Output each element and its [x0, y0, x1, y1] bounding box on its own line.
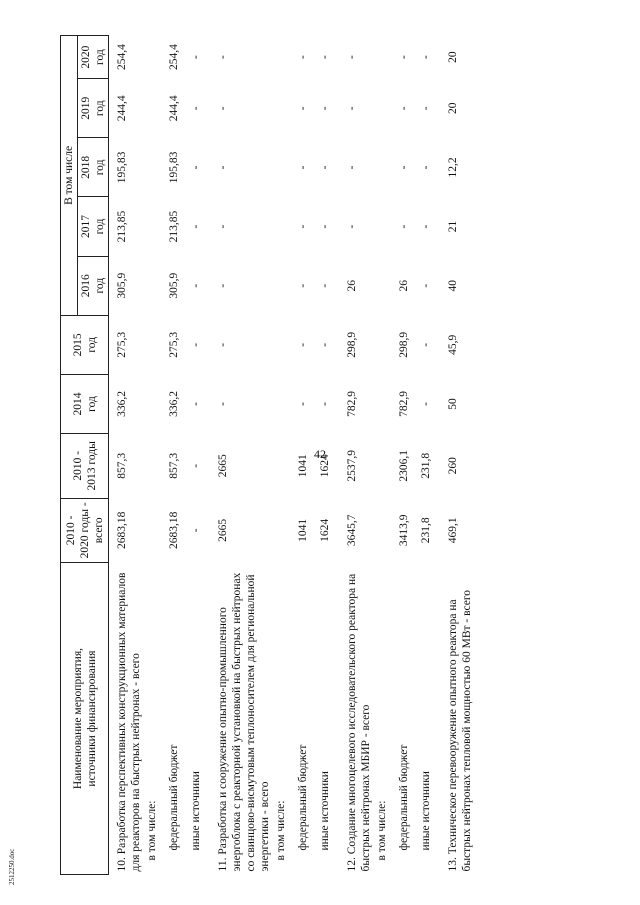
cell-value — [273, 434, 295, 499]
cell-value: 231,8 — [420, 452, 433, 479]
cell-value: 2665 — [217, 454, 230, 478]
table-row — [317, 36, 339, 875]
row-label: в том числе: — [376, 800, 389, 861]
col-header-total: 2010 - 2020 годы - всего — [61, 498, 109, 563]
cell-value: - — [398, 165, 411, 170]
cell-value — [144, 79, 166, 138]
cell-value: 305,9 — [168, 272, 181, 299]
cell-value: 782,9 — [346, 391, 359, 417]
cell-value: - — [190, 55, 203, 60]
table-row — [396, 36, 418, 875]
cell-value: - — [190, 106, 203, 111]
cell-value: - — [398, 55, 411, 60]
cell-value: 213,85 — [116, 210, 129, 243]
cell-value: 45,9 — [447, 334, 460, 355]
cell-value: 1041 — [297, 454, 310, 478]
cell-value: - — [346, 165, 359, 170]
cell-value — [273, 79, 295, 138]
cell-value — [144, 256, 166, 315]
cell-value: - — [190, 402, 203, 406]
cell-value — [374, 498, 396, 563]
cell-value — [273, 256, 295, 315]
cell-value: - — [190, 283, 203, 288]
cell-value: 20 — [447, 102, 460, 115]
cell-value: - — [346, 224, 359, 229]
cell-value — [144, 315, 166, 374]
cell-value: 298,9 — [346, 331, 359, 358]
cell-value: - — [319, 283, 332, 288]
row-label: в том числе: — [146, 800, 159, 861]
row-label: федеральный бюджет — [168, 744, 181, 851]
col-header-2020: 2020 год — [78, 36, 109, 79]
cell-value: - — [319, 106, 332, 111]
row-label: иные источники — [319, 771, 332, 851]
cell-value: 195,83 — [168, 151, 181, 184]
table-row — [418, 36, 440, 875]
cell-value — [144, 36, 166, 79]
cell-value: - — [217, 106, 230, 111]
cell-value — [273, 197, 295, 256]
cell-value — [144, 434, 166, 499]
cell-value: - — [319, 224, 332, 229]
cell-value: 254,4 — [168, 44, 181, 71]
cell-value: 305,9 — [116, 272, 129, 299]
cell-value: - — [297, 55, 310, 60]
cell-value: - — [319, 165, 332, 170]
table-row — [144, 36, 166, 875]
cell-value: - — [217, 224, 230, 229]
row-label: иные источники — [190, 771, 203, 851]
cell-value: - — [297, 106, 310, 111]
row-label: 11. Разработка и сооружение опытно-промышленного энергоблока с реакторной установкой на быстрых нейтронах со свинцово-висмутовым теплоносителем для региональной энергетики - всего — [217, 572, 272, 872]
cell-value: 1624 — [319, 518, 332, 542]
cell-value: 1624 — [319, 454, 332, 478]
col-header-incl: В том числе — [61, 36, 78, 316]
cell-value: - — [297, 224, 310, 229]
cell-value — [374, 374, 396, 433]
cell-value: - — [217, 402, 230, 406]
col-header-2019: 2019 год — [78, 79, 109, 138]
cell-value: - — [420, 342, 433, 347]
cell-value: - — [420, 283, 433, 288]
cell-value: 231,8 — [420, 517, 433, 544]
cell-value: 244,4 — [116, 95, 129, 122]
table-row — [440, 36, 475, 875]
cell-value: - — [420, 402, 433, 406]
cell-value — [374, 197, 396, 256]
cell-value: 275,3 — [168, 331, 181, 358]
cell-value: - — [297, 165, 310, 170]
cell-value: 20 — [447, 51, 460, 63]
cell-value: 2306,1 — [398, 449, 411, 482]
cell-value — [144, 138, 166, 197]
cell-value — [273, 374, 295, 433]
cell-value: 336,2 — [116, 391, 129, 417]
cell-value — [273, 315, 295, 374]
cell-value — [144, 374, 166, 433]
cell-value: - — [297, 283, 310, 288]
cell-value: 782,9 — [398, 391, 411, 417]
cell-value: - — [217, 342, 230, 347]
table-row — [295, 36, 317, 875]
table-row — [374, 36, 396, 875]
col-header-name: Наименование мероприятия, источники финансирования — [61, 563, 109, 875]
table-header — [61, 36, 109, 875]
cell-value: - — [217, 55, 230, 60]
cell-value: 336,2 — [168, 391, 181, 417]
cell-value: - — [217, 165, 230, 170]
cell-value: - — [398, 224, 411, 229]
page-number: 42 — [314, 447, 326, 461]
cell-value — [144, 498, 166, 563]
row-label: 13. Техническое перевооружение опытного реактора на быстрых нейтронах тепловой мощностью 60 МВт - всего — [447, 590, 474, 872]
cell-value: - — [420, 55, 433, 60]
cell-value — [374, 315, 396, 374]
cell-value: 195,83 — [116, 151, 129, 184]
cell-value: 2665 — [217, 518, 230, 542]
row-label: 12. Создание многоцелевого исследовательского реактора на быстрых нейтронах МБИР - всего — [346, 573, 373, 872]
cell-value: 2683,18 — [116, 511, 129, 550]
footer-filename: 2512250.doc — [8, 848, 16, 885]
cell-value — [374, 138, 396, 197]
cell-value: - — [346, 106, 359, 111]
cell-value: 275,3 — [116, 331, 129, 358]
cell-value: - — [398, 106, 411, 111]
cell-value: - — [190, 224, 203, 229]
table-row — [109, 36, 145, 875]
cell-value — [374, 79, 396, 138]
cell-value: 2683,18 — [168, 511, 181, 550]
row-label: иные источники — [420, 771, 433, 851]
col-header-2016: 2016 год — [78, 256, 109, 315]
cell-value: 26 — [346, 279, 359, 292]
cell-value: - — [190, 528, 203, 533]
funding-table — [60, 35, 475, 875]
cell-value: 244,4 — [168, 95, 181, 122]
col-header-2015: 2015 год — [61, 315, 109, 374]
cell-value: - — [346, 55, 359, 60]
cell-value — [374, 36, 396, 79]
table-row — [339, 36, 374, 875]
row-label: в том числе: — [275, 800, 288, 861]
col-header-2017: 2017 год — [78, 197, 109, 256]
cell-value: 12,2 — [447, 157, 460, 178]
cell-value — [144, 197, 166, 256]
cell-value: - — [190, 463, 203, 468]
cell-value: 3645,7 — [346, 514, 359, 547]
table-row — [188, 36, 210, 875]
rotated-table-container — [60, 35, 580, 875]
col-header-2014: 2014 год — [61, 374, 109, 433]
cell-value: 469,1 — [447, 517, 460, 544]
cell-value — [273, 138, 295, 197]
col-header-2018: 2018 год — [78, 138, 109, 197]
row-label: федеральный бюджет — [398, 744, 411, 851]
cell-value: - — [319, 342, 332, 347]
cell-value: - — [319, 55, 332, 60]
table-body — [109, 36, 476, 875]
cell-value: - — [297, 342, 310, 347]
row-label: 10. Разработка перспективных конструкционных материалов для реакторов на быстрых нейтронах - всего — [116, 572, 143, 872]
cell-value: 3413,9 — [398, 514, 411, 547]
cell-value: 1041 — [297, 518, 310, 542]
cell-value: - — [190, 165, 203, 170]
cell-value — [273, 498, 295, 563]
cell-value: 857,3 — [168, 452, 181, 479]
cell-value — [374, 256, 396, 315]
cell-value: - — [297, 402, 310, 406]
cell-value: 21 — [447, 220, 460, 233]
cell-value: 254,4 — [116, 44, 129, 71]
cell-value: 2537,9 — [346, 449, 359, 482]
cell-value — [273, 36, 295, 79]
table-row — [210, 36, 273, 875]
cell-value: 260 — [447, 457, 460, 475]
cell-value: 26 — [398, 279, 411, 292]
cell-value: - — [319, 402, 332, 406]
cell-value: 298,9 — [398, 331, 411, 358]
cell-value — [374, 434, 396, 499]
cell-value: - — [420, 106, 433, 111]
cell-value: - — [217, 283, 230, 288]
cell-value: - — [190, 342, 203, 347]
table-row — [166, 36, 188, 875]
col-header-2010-2013: 2010 - 2013 годы — [61, 434, 109, 499]
cell-value: 40 — [447, 279, 460, 292]
cell-value: - — [420, 165, 433, 170]
cell-value: 857,3 — [116, 452, 129, 479]
cell-value: 50 — [447, 398, 460, 410]
table-row — [273, 36, 295, 875]
cell-value: 213,85 — [168, 210, 181, 243]
row-label: федеральный бюджет — [297, 744, 310, 851]
cell-value: - — [420, 224, 433, 229]
